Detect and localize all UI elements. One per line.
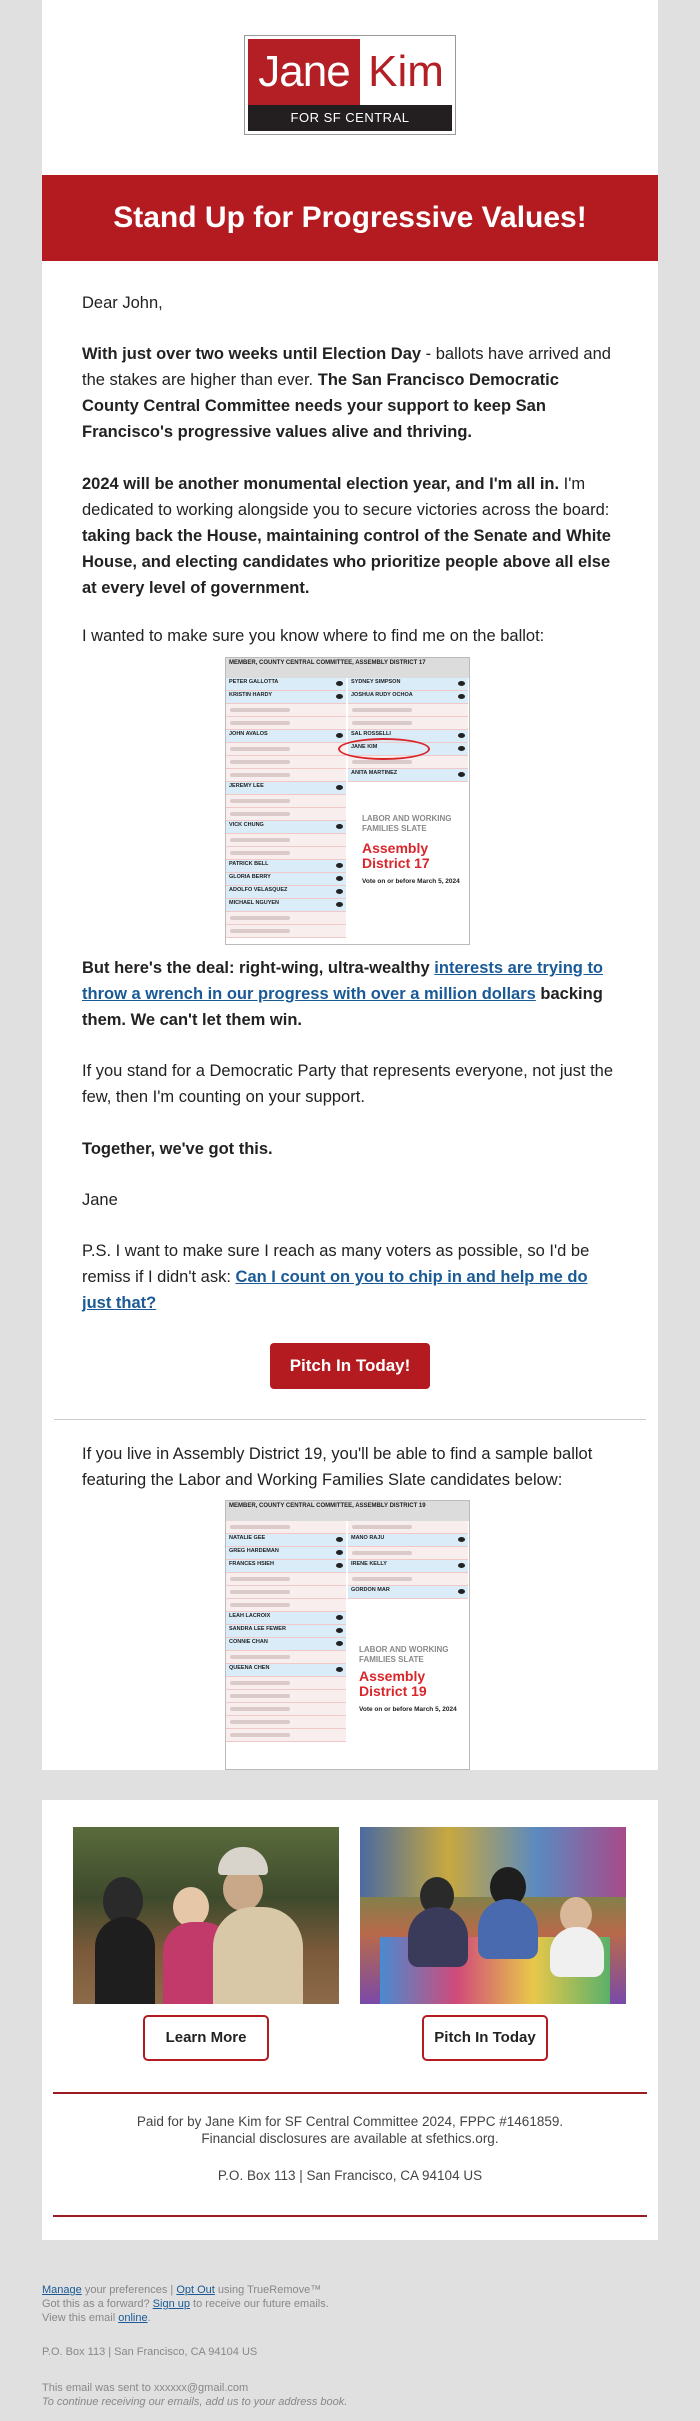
online-link[interactable]: online (118, 2312, 148, 2324)
candidate-row: FRANCES HSIEH (226, 1560, 346, 1573)
photo-kids-art[interactable] (360, 1827, 626, 2004)
photo-supporters-bench[interactable] (73, 1827, 339, 2004)
vote-deadline: Vote on or before March 5, 2024 (362, 878, 460, 885)
candidate-row: LEAH LACROIX (226, 1612, 346, 1625)
candidate-row: IRENE KELLY (348, 1560, 468, 1573)
candidate-row: JOSHUA RUDY OCHOA (348, 691, 468, 704)
legal-address-book: To continue receiving our emails, add us to your address book. (42, 2396, 348, 2408)
candidate-row: SYDNEY SIMPSON (348, 678, 468, 691)
pitch-in-today-button[interactable]: Pitch In Today (422, 2015, 548, 2061)
p2-text-1: I'm dedicated to working alongside you to secure victories across the board: (82, 475, 610, 519)
footer-address: P.O. Box 113 | San Francisco, CA 94104 US (217, 2168, 483, 2183)
candidate-row: SAL ROSSELLI (348, 730, 468, 743)
greeting: Dear John, (82, 294, 163, 312)
legal-preferences: Manage your preferences | Opt Out using TrueRemove™ (42, 2284, 322, 2296)
logo-subtitle: FOR SF CENTRAL COMMITTEE (248, 105, 452, 131)
slate-label: LABOR AND WORKING FAMILIES SLATE (362, 814, 452, 833)
footer-card (42, 1800, 658, 2240)
paragraph-1 (82, 341, 618, 445)
candidate-row: QUEENA CHEN (226, 1664, 346, 1677)
legal-sent-to: This email was sent to xxxxxx@gmail.com (42, 2382, 249, 2394)
candidate-row: NATALIE GEE (226, 1534, 346, 1547)
divider (54, 1419, 646, 1420)
candidate-row: JOHN AVALOS (226, 730, 346, 743)
footer-divider-top (53, 2092, 647, 2094)
district-label: Assembly District 19 (359, 1668, 427, 1699)
candidate-row: PETER GALLOTTA (226, 678, 346, 691)
paid-for-line: Paid for by Jane Kim for SF Central Committee 2024, FPPC #1461859. (136, 2114, 564, 2129)
p1-text-1: - ballots have arrived and the stakes are higher than ever. (82, 345, 611, 389)
p2-bold-1: 2024 will be another monumental election year, and I'm all in. (82, 475, 560, 493)
ballot-image-ad17 (225, 657, 470, 945)
paragraph-2 (82, 471, 618, 601)
ballot-left-column (226, 678, 346, 938)
jane-kim-logo (245, 36, 455, 151)
candidate-row: ANITA MARTINEZ (348, 769, 468, 782)
paragraph-3: I wanted to make sure you know where to find me on the ballot: (82, 627, 545, 645)
headline-banner: Stand Up for Progressive Values! (42, 175, 658, 261)
ballot-header: MEMBER, COUNTY CENTRAL COMMITTEE, ASSEMBLY DISTRICT 17 (226, 658, 469, 678)
candidate-row-highlight: JANE KIM (348, 743, 468, 756)
legal-address: P.O. Box 113 | San Francisco, CA 94104 US (42, 2346, 258, 2358)
ballot-header: MEMBER, COUNTY CENTRAL COMMITTEE, ASSEMBLY DISTRICT 19 (226, 1501, 469, 1521)
slate-label: LABOR AND WORKING FAMILIES SLATE (359, 1645, 449, 1664)
p1-bold-1: With just over two weeks until Election Day (82, 345, 422, 363)
candidate-row: KRISTIN HARDY (226, 691, 346, 704)
ballot-right-column (348, 678, 468, 782)
candidate-row: VICK CHUNG (226, 821, 346, 834)
legal-forward: Got this as a forward? Sign up to receive our future emails. (42, 2298, 329, 2310)
p4-bold-2: backing them. We can't let them win. (82, 985, 603, 1029)
interests-link[interactable]: interests are trying to throw a wrench in our progress with over a million dollars (82, 959, 604, 1003)
p4-bold-1: But here's the deal: right-wing, ultra-wealthy (82, 959, 435, 977)
ballot-left-column (226, 1521, 346, 1742)
p1-bold-2: The San Francisco Democratic County Central Committee needs your support to keep San Francisco's progressive values alive and thriving. (82, 371, 559, 441)
postscript (82, 1238, 618, 1316)
logo-first-name: Jane (248, 39, 360, 105)
disclosure-line: Financial disclosures are available at sfethics.org. (201, 2131, 499, 2146)
highlight-circle (338, 738, 430, 760)
legal-view-online: View this email online. (42, 2312, 151, 2324)
vote-deadline: Vote on or before March 5, 2024 (359, 1706, 457, 1713)
ps-text: P.S. I want to make sure I reach as many voters as possible, so I'd be remiss if I didn't ask: (82, 1242, 590, 1286)
manage-link[interactable]: Manage (42, 2284, 82, 2296)
candidate-row: SANDRA LEE FEWER (226, 1625, 346, 1638)
paragraph-7: If you live in Assembly District 19, you'll be able to find a sample ballot featuring the Labor and Working Families Slate candidates below: (82, 1445, 593, 1489)
candidate-row: ADOLFO VELASQUEZ (226, 886, 346, 899)
candidate-row: PATRICK BELL (226, 860, 346, 873)
sign-up-link[interactable]: Sign up (152, 2298, 190, 2310)
paragraph-5: If you stand for a Democratic Party that represents everyone, not just the few, then I'm counting on your support. (82, 1062, 614, 1106)
candidate-row: JEREMY LEE (226, 782, 346, 795)
ballot-right-column (348, 1521, 468, 1599)
candidate-row: MANO RAJU (348, 1534, 468, 1547)
candidate-row: MICHAEL NGUYEN (226, 899, 346, 912)
ballot-image-ad19 (225, 1500, 470, 1770)
candidate-row: GLORIA BERRY (226, 873, 346, 886)
logo-last-name: Kim (360, 39, 452, 105)
p2-bold-2: taking back the House, maintaining control of the Senate and White House, and electing candidates who prioritize people above all else at every level of government. (82, 527, 611, 597)
paragraph-6: Together, we've got this. (82, 1140, 273, 1158)
candidate-row: GORDON MAR (348, 1586, 468, 1599)
candidate-row: GREG HARDEMAN (226, 1547, 346, 1560)
signature: Jane (82, 1191, 118, 1209)
learn-more-button[interactable]: Learn More (143, 2015, 269, 2061)
chip-in-link[interactable]: Can I count on you to chip in and help me do just that? (82, 1268, 588, 1312)
pitch-in-button[interactable]: Pitch In Today! (270, 1343, 430, 1389)
paragraph-4 (82, 955, 618, 1033)
footer-divider-bottom (53, 2215, 647, 2217)
opt-out-link[interactable]: Opt Out (176, 2284, 215, 2296)
email-card (42, 0, 658, 1770)
candidate-row: CONNIE CHAN (226, 1638, 346, 1651)
district-label: Assembly District 17 (362, 840, 430, 871)
